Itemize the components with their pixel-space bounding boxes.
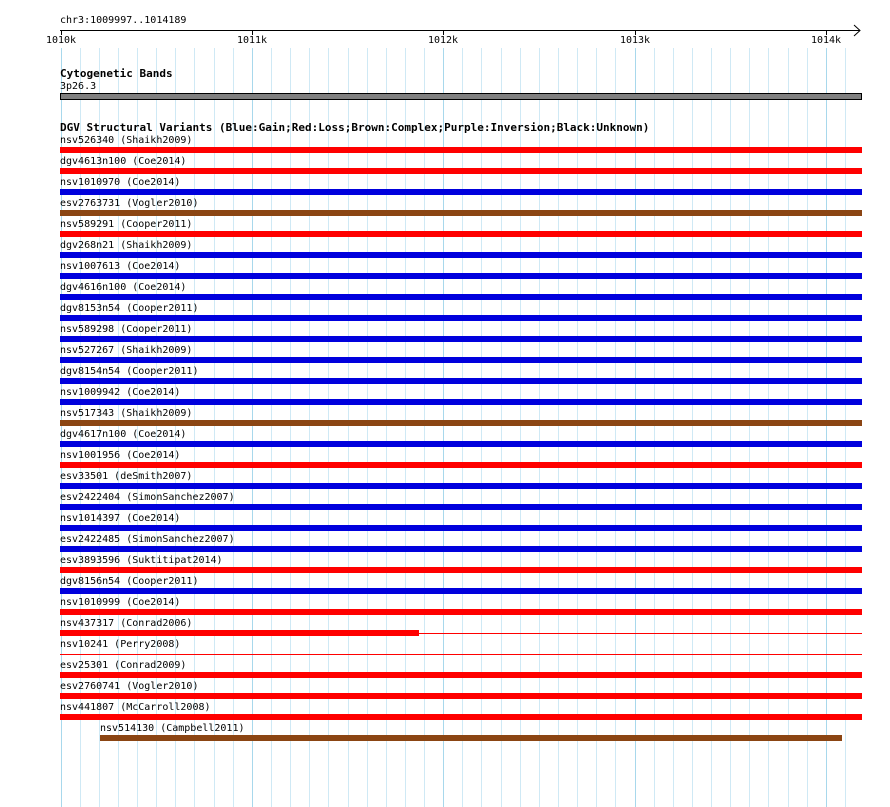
variant-label[interactable]: nsv589291 (Cooper2011) <box>60 219 193 230</box>
variant-label[interactable]: esv2422485 (SimonSanchez2007) <box>60 534 235 545</box>
ruler-tick-label: 1010k <box>45 35 77 46</box>
variant-label[interactable]: nsv589298 (Cooper2011) <box>60 324 193 335</box>
variant-label[interactable]: nsv1009942 (Coe2014) <box>60 387 181 398</box>
variant-bar[interactable] <box>60 315 862 321</box>
variant-bar[interactable] <box>60 441 862 447</box>
variant-label[interactable]: esv33501 (deSmith2007) <box>60 471 193 482</box>
variant-bar[interactable] <box>60 420 862 426</box>
variant-bar[interactable] <box>60 357 862 363</box>
variant-label[interactable]: dgv4613n100 (Coe2014) <box>60 156 187 167</box>
ruler-tick-label: 1013k <box>619 35 651 46</box>
variant-bar[interactable] <box>60 693 862 699</box>
variant-bar[interactable] <box>60 168 862 174</box>
variant-bar[interactable] <box>60 630 419 636</box>
variant-bar[interactable] <box>60 462 862 468</box>
variant-label[interactable]: dgv8153n54 (Cooper2011) <box>60 303 199 314</box>
variant-bar[interactable] <box>60 609 862 615</box>
variant-label[interactable]: nsv1010999 (Coe2014) <box>60 597 181 608</box>
variant-label[interactable]: nsv1010970 (Coe2014) <box>60 177 181 188</box>
variant-label[interactable]: nsv437317 (Conrad2006) <box>60 618 193 629</box>
variant-bar[interactable] <box>100 735 842 741</box>
variant-label[interactable]: nsv10241 (Perry2008) <box>60 639 181 650</box>
variant-bar[interactable] <box>60 147 862 153</box>
variant-bar[interactable] <box>60 588 862 594</box>
variant-label[interactable]: nsv526340 (Shaikh2009) <box>60 135 193 146</box>
variant-bar[interactable] <box>60 714 862 720</box>
variant-bar-extension[interactable] <box>419 633 862 634</box>
variant-bar[interactable] <box>60 252 862 258</box>
variant-bar[interactable] <box>60 504 862 510</box>
variant-label[interactable]: dgv4616n100 (Coe2014) <box>60 282 187 293</box>
cytoband-label: 3p26.3 <box>60 81 97 92</box>
variant-label[interactable]: nsv1007613 (Coe2014) <box>60 261 181 272</box>
variant-bar[interactable] <box>60 567 862 573</box>
variant-bar[interactable] <box>60 672 862 678</box>
cytoband-title: Cytogenetic Bands <box>60 67 173 80</box>
variant-label[interactable]: nsv527267 (Shaikh2009) <box>60 345 193 356</box>
variant-label[interactable]: dgv8154n54 (Cooper2011) <box>60 366 199 377</box>
variant-label[interactable]: esv3893596 (Suktitipat2014) <box>60 555 223 566</box>
ruler-tick-label: 1012k <box>427 35 459 46</box>
variant-bar[interactable] <box>60 525 862 531</box>
variant-bar[interactable] <box>60 273 862 279</box>
variant-bar[interactable] <box>60 483 862 489</box>
variant-label[interactable]: dgv8156n54 (Cooper2011) <box>60 576 199 587</box>
variant-label[interactable]: dgv4617n100 (Coe2014) <box>60 429 187 440</box>
variant-bar[interactable] <box>60 399 862 405</box>
variant-bar[interactable] <box>60 378 862 384</box>
variant-bar[interactable] <box>60 654 862 655</box>
variant-bar[interactable] <box>60 546 862 552</box>
variant-bar[interactable] <box>60 210 862 216</box>
variant-label[interactable]: dgv268n21 (Shaikh2009) <box>60 240 193 251</box>
variant-label[interactable]: nsv514130 (Campbell2011) <box>100 723 245 734</box>
variant-label[interactable]: nsv441807 (McCarroll2008) <box>60 702 211 713</box>
ruler-tick-label: 1014k <box>810 35 842 46</box>
variant-bar[interactable] <box>60 294 862 300</box>
variant-bar[interactable] <box>60 189 862 195</box>
variant-label[interactable]: esv25301 (Conrad2009) <box>60 660 187 671</box>
ruler-location: chr3:1009997..1014189 <box>60 15 187 26</box>
variant-label[interactable]: nsv1001956 (Coe2014) <box>60 450 181 461</box>
variant-label[interactable]: esv2422404 (SimonSanchez2007) <box>60 492 235 503</box>
ruler-tick-label: 1011k <box>236 35 268 46</box>
variant-bar[interactable] <box>60 231 862 237</box>
variant-bar[interactable] <box>60 336 862 342</box>
variant-label[interactable]: nsv517343 (Shaikh2009) <box>60 408 193 419</box>
variant-label[interactable]: esv2763731 (Vogler2010) <box>60 198 199 209</box>
variant-label[interactable]: nsv1014397 (Coe2014) <box>60 513 181 524</box>
variant-label[interactable]: esv2760741 (Vogler2010) <box>60 681 199 692</box>
cytoband-bar[interactable] <box>60 93 862 100</box>
dgv-track-title: DGV Structural Variants (Blue:Gain;Red:Loss;Brown:Complex;Purple:Inversion;Black:Unknown) <box>60 121 650 134</box>
